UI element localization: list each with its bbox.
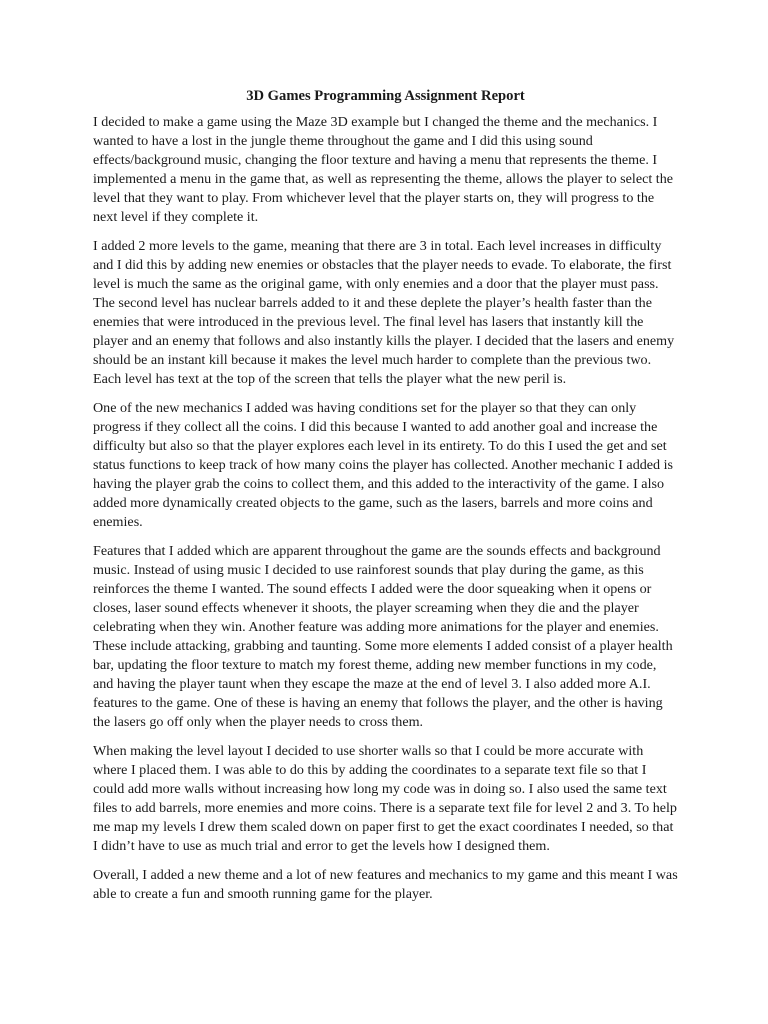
paragraph-levels: I added 2 more levels to the game, meaning that there are 3 in total. Each level increases in difficulty and I did this by adding new enemies or obstacles that the player needs to evade. To elaborate, the first level is much the same as the original game, with only enemies and a door that the player must pass. The second level has nuclear barrels added to it and these deplete the player’s health faster than the enemies that were introduced in the previous level. The final level has lasers that instantly kill the player and an enemy that follows and also instantly kills the player. I decided that the lasers and enemy should be an instant kill because it makes the level much harder to complete than the previous two. Each level has text at the top of the screen that tells the player what the new peril is. <box>93 238 675 387</box>
paragraph-level-layout: When making the level layout I decided to use shorter walls so that I could be more accurate with where I placed them. I was able to do this by adding the coordinates to a separate text file so that I could add more walls without increasing how long my code was in doing so. I also used the same text files to add barrels, more enemies and more coins. There is a separate text file for level 2 and 3. To help me map my levels I drew them scaled down on paper first to get the exact coordinates I needed, so that I didn’t have to use as much trial and error to get the levels how I designed them. <box>93 743 677 854</box>
paragraph-mechanics: One of the new mechanics I added was having conditions set for the player so that they can only progress if they collect all the coins. I did this because I wanted to add another goal and increase the difficulty but also so that the player explores each level in its entirety. To do this I used the get and set status functions to keep track of how many coins the player has collected. Another mechanic I added is having the player grab the coins to collect them, and this added to the interactivity of the game. I also added more dynamically created objects to the game, such as the lasers, barrels and more coins and enemies. <box>93 400 674 530</box>
paragraph-conclusion: Overall, I added a new theme and a lot of new features and mechanics to my game and this meant I was able to create a fun and smooth running game for the player. <box>93 867 678 902</box>
document-body <box>93 86 678 914</box>
paragraph-features: Features that I added which are apparent throughout the game are the sounds effects and background music. Instead of using music I decided to use rainforest sounds that play during the game, as this reinforces the theme I wanted. The sound effects I added were the door squeaking when it opens or closes, laser sound effects whenever it shoots, the player screaming when they die and the player celebrating when they win. Another feature was adding more animations for the player and enemies. These include attacking, grabbing and taunting. Some more elements I added consist of a player health bar, updating the floor texture to match my forest theme, adding new member functions in my code, and having the player taunt when they escape the maze at the end of level 3. I also added more A.I. features to the game. One of these is having an enemy that follows the player, and the other is having the lasers go off only when the player needs to cross them. <box>93 543 673 730</box>
paragraph-intro: I decided to make a game using the Maze 3D example but I changed the theme and the mechanics. I wanted to have a lost in the jungle theme throughout the game and I did this using sound effects/background music, changing the floor texture and having a menu that represents the theme. I implemented a menu in the game that, as well as representing the theme, allows the player to select the level that they want to play. From whichever level that the player starts on, they will progress to the next level if they complete it. <box>93 114 673 225</box>
document-title: 3D Games Programming Assignment Report <box>246 88 525 104</box>
